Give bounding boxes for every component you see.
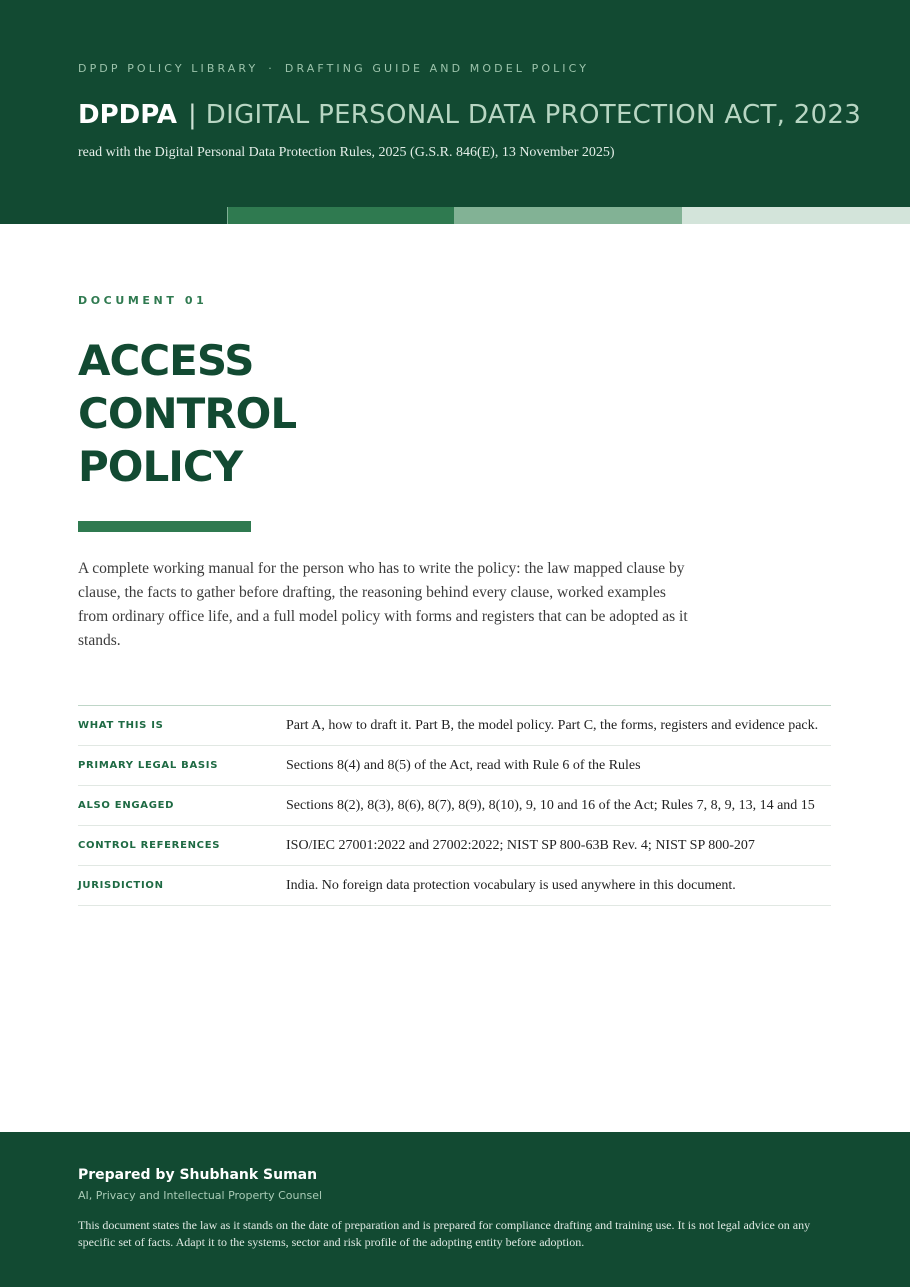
metadata-row	[78, 786, 831, 826]
title-line: POLICY	[78, 442, 243, 491]
metadata-key: CONTROL REFERENCES	[78, 840, 221, 851]
metadata-key: JURISDICTION	[78, 880, 164, 891]
metadata-value: Sections 8(2), 8(3), 8(6), 8(7), 8(9), 8(10), 9, 10 and 16 of the Act; Rules 7, 8, 9, 13, 14 and 15	[286, 797, 815, 813]
eyebrow-separator: ·	[268, 62, 275, 75]
act-title	[78, 96, 861, 134]
metadata-key: WHAT THIS IS	[78, 720, 164, 731]
metadata-key: PRIMARY LEGAL BASIS	[78, 760, 219, 771]
prepared-by: Prepared by Shubhank Suman	[78, 1167, 318, 1183]
title-line: CONTROL	[78, 389, 297, 438]
act-subtitle: read with the Digital Personal Data Protection Rules, 2025 (G.S.R. 846(E), 13 November 2025)	[78, 145, 615, 160]
metadata-value: Part A, how to draft it. Part B, the model policy. Part C, the forms, registers and evidence pack.	[286, 717, 819, 733]
eyebrow-library: DPDP POLICY LIBRARY	[78, 62, 259, 75]
metadata-row	[78, 866, 831, 906]
accent-band-mid	[454, 207, 682, 224]
legal-disclaimer: This document states the law as it stands on the date of preparation and is prepared for compliance drafting and training use. It is not legal advice on any specific set of facts. Adapt it to the systems, sector and risk profile of the adopting entity before adoption.	[78, 1218, 811, 1249]
library-eyebrow	[78, 62, 589, 75]
accent-band-light	[682, 207, 910, 224]
metadata-value: ISO/IEC 27001:2022 and 27002:2022; NIST SP 800-63B Rev. 4; NIST SP 800-207	[286, 837, 755, 853]
metadata-row	[78, 706, 831, 746]
title-underline-rule	[78, 521, 251, 532]
eyebrow-guide: DRAFTING GUIDE AND MODEL POLICY	[284, 62, 590, 75]
title-line: ACCESS	[78, 336, 254, 385]
metadata-row	[78, 746, 831, 786]
act-abbreviation: DPDPA	[78, 100, 178, 130]
metadata-row	[78, 826, 831, 866]
author-role: AI, Privacy and Intellectual Property Counsel	[78, 1189, 323, 1202]
document-title	[78, 334, 296, 493]
document-number-label: DOCUMENT 01	[78, 294, 208, 307]
act-title-separator: |	[188, 100, 197, 130]
metadata-value: India. No foreign data protection vocabulary is used anywhere in this document.	[286, 877, 736, 893]
footer-banner	[0, 1132, 910, 1287]
document-metadata-table	[78, 705, 831, 906]
accent-band-dark	[227, 207, 455, 224]
metadata-key: ALSO ENGAGED	[78, 800, 175, 811]
intro-paragraph: A complete working manual for the person who has to write the policy: the law mapped clause by clause, the facts to gather before drafting, the reasoning behind every clause, worked examples from ordinary office life, and a full model policy with forms and registers that can be adopted as it stands.	[78, 560, 688, 649]
act-full-name: DIGITAL PERSONAL DATA PROTECTION ACT, 2023	[205, 100, 862, 130]
metadata-value: Sections 8(4) and 8(5) of the Act, read with Rule 6 of the Rules	[286, 757, 641, 773]
